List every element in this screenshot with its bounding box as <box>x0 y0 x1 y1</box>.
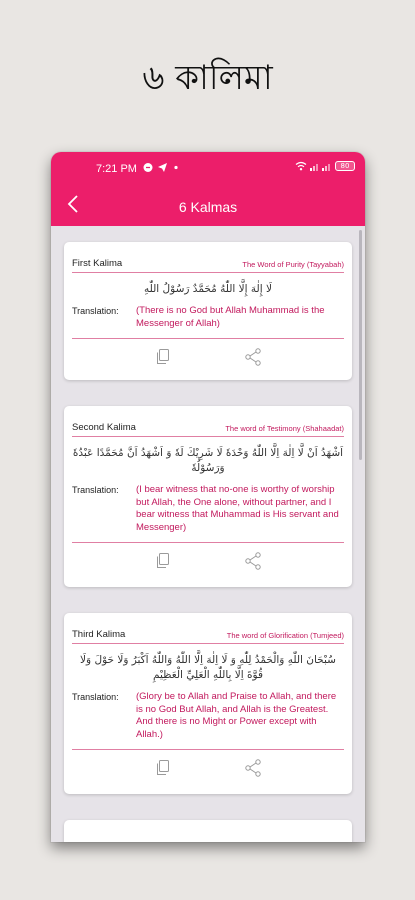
kalima-title: Third Kalima <box>72 629 126 640</box>
kalima-subtitle: The Word of Purity (Tayyabah) <box>242 260 344 269</box>
translation-text: (I bear witness that no-one is worthy of worship but Allah, the One alone, without partner, and I bear witness that Muhammad is His servant and Messenger) <box>136 484 339 533</box>
phone-screen <box>51 152 365 842</box>
notification-icons <box>143 162 183 176</box>
system-icons <box>295 161 355 171</box>
promo-title: ৬ কালিমা <box>142 58 273 98</box>
battery-icon: 80 <box>335 161 355 171</box>
kalima-card-3 <box>64 613 352 794</box>
arabic-text: اَشْهَدُ اَنْ لَّا اِلٰهَ اِلَّا اللّٰهُ وَحْدَهٗ لَا شَرِيْكَ لَهٗ وَ اَشْهَدُ اَنَّ مُحَمَّدًا عَبْدُهٗ وَرَسُوْلُهٗ <box>72 447 344 474</box>
signal-icon <box>310 161 332 171</box>
copy-icon[interactable] <box>153 551 173 571</box>
header-divider <box>72 272 344 273</box>
copy-icon[interactable] <box>153 347 173 367</box>
copy-icon[interactable] <box>153 758 173 778</box>
share-icon[interactable] <box>243 758 263 778</box>
header-divider <box>72 436 344 437</box>
card-actions <box>72 543 344 579</box>
arabic-text: سُبْحَانَ اللّٰهِ وَالْحَمْدُ لِلّٰهِ وَ لَا اِلٰهَ اِلَّا اللّٰهُ وَاللّٰهُ اَكْبَرُ وَلَا حَوْلَ وَلَا قُوَّةَ اِلَّا بِاللّٰهِ الْعَلِيِّ الْعَظِيْمِ <box>80 654 336 681</box>
kalima-card-2 <box>64 406 352 587</box>
translation-label: Translation: <box>72 692 119 702</box>
page-title: 6 Kalmas <box>178 199 238 215</box>
toolbar <box>51 186 365 226</box>
share-icon[interactable] <box>243 347 263 367</box>
status-time: 7:21 PM <box>96 163 137 175</box>
scrollbar[interactable] <box>359 230 362 460</box>
app-bar <box>51 152 365 226</box>
translation-label: Translation: <box>72 485 119 495</box>
translation-text: (There is no God but Allah Muhammad is the Messenger of Allah) <box>136 305 325 329</box>
status-bar <box>51 152 365 186</box>
arabic-text: لَا إِلٰهَ إِلَّا اللّٰهُ مُحَمَّدٌ رَسُوْلُ اللّٰهِ <box>143 283 272 295</box>
kalima-title: Second Kalima <box>72 422 136 433</box>
header-divider <box>72 643 344 644</box>
translation-label: Translation: <box>72 306 119 316</box>
share-icon[interactable] <box>243 551 263 571</box>
card-actions <box>72 339 344 375</box>
kalima-subtitle: The word of Testimony (Shahaadat) <box>225 424 344 433</box>
kalima-title: First Kalima <box>72 258 123 269</box>
card-actions <box>72 750 344 786</box>
kalima-card-1 <box>64 242 352 380</box>
wifi-icon <box>295 161 307 171</box>
kalima-subtitle: The word of Glorification (Tumjeed) <box>226 631 344 640</box>
kalima-card-4-partial <box>64 820 352 842</box>
translation-text: (Glory be to Allah and Praise to Allah, and there is no God But Allah, and Allah is the Greatest. And there is no Might or Power except with Allah.) <box>136 691 337 740</box>
